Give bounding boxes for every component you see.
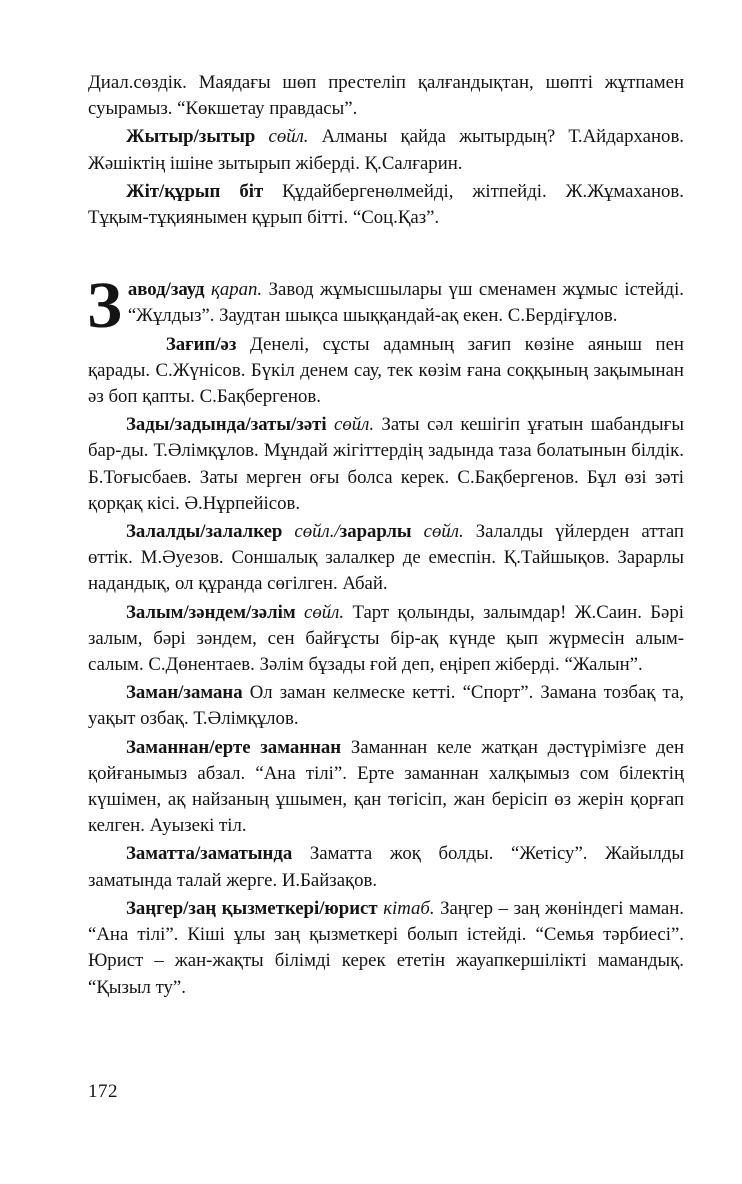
entry-headword: Заңгер/заң қызметкері/юрист <box>126 897 378 919</box>
entry-label: сөйл. <box>334 414 375 436</box>
entry-headword: Заматта/заматында <box>126 843 293 865</box>
drop-cap-letter: З <box>87 269 122 343</box>
dictionary-entry <box>88 179 684 231</box>
dictionary-entry <box>88 70 684 122</box>
entry-label-secondary: сөйл. <box>423 521 464 543</box>
entry-text: Заматта жоқ болды. “Жетісу”. Жайылды заматында талай жерге. И.Байзақов. <box>88 843 684 891</box>
entry-headword: Жіт/құрып біт <box>126 180 264 202</box>
entry-headword: Жытыр/зытыр <box>126 126 256 148</box>
entry-headword: авод/зауд <box>127 279 205 301</box>
dictionary-entry <box>88 600 684 679</box>
entry-text: Заманнан келе жатқан дәстүрімізге ден қойғанымыз абзал. “Ана тілі”. Ерте заманнан халқымыз сом білектің күшімен, ақ найзаның ұшымен, қан төгісіп, жан берісіп өз жерін қорғап келген. Ауызекі тіл. <box>88 736 685 837</box>
dictionary-entry <box>88 124 684 176</box>
entry-text: Ол заман келмеске кетті. “Спорт”. Замана тозбақ та, уақыт озбақ. Т.Әлімқұлов. <box>88 682 684 730</box>
dictionary-entry <box>88 896 684 1001</box>
entry-text: Залалды үйлерден аттап өттік. М.Әуезов. Соншалық залалкер де емеспін. Қ.Тайшықов. Зарарлы надандық, ол құранда сөгілген. Абай. <box>88 521 684 595</box>
dictionary-entry <box>88 735 684 840</box>
dictionary-entry <box>88 332 684 411</box>
entry-text: Алманы қайда жытырдың? Т.Айдарханов. Жәшіктің ішіне зытырып жіберді. Қ.Салғарин. <box>88 126 685 174</box>
dictionary-page <box>88 70 684 1003</box>
section-gap <box>88 233 684 277</box>
entry-label: сөйл. <box>304 601 345 623</box>
entry-text: Денелі, сұсты адамның зағип көзіне аяныш пен қарады. С.Жүнісов. Бүкіл денем сау, тек көзім ғана соққының зақымынан әз боп қапты. С.Бақбергенов. <box>88 333 684 408</box>
entry-text: Завод жұмысшылары үш сменамен жұмыс істейді. “Жұлдыз”. Заудтан шықса шыққандай-ақ екен. С.Бердіғұлов. <box>127 279 685 327</box>
entry-label: қарап. <box>211 279 263 301</box>
entry-headword: Залым/зәндем/зәлім <box>126 601 296 623</box>
entry-label: сөйл. <box>268 126 309 148</box>
dictionary-entry <box>88 519 684 598</box>
entry-text: Заңгер – заң жөніндегі маман. “Ана тілі”. Кіші ұлы заң қызметкері болып істейді. “Семья тәрбиесі”. Юрист – жан-жақты білімді керек ететін жауапкершілікті мамандық. “Қызыл ту”. <box>88 897 684 998</box>
entry-headword-secondary: зарарлы <box>339 521 412 543</box>
entry-headword: Залалды/залалкер <box>126 521 283 543</box>
entry-headword: Зады/задында/заты/зәті <box>126 414 327 436</box>
entry-text: Құдайбергенөлмейді, жітпейді. Ж.Жұмаханов. Тұқым-тұқиянымен құрып бітті. “Соц.Қаз”. <box>88 180 684 229</box>
entry-headword: Заман/замана <box>126 682 243 704</box>
entry-headword: Зағип/әз <box>165 333 237 355</box>
page-number: 172 <box>88 1081 118 1102</box>
entry-text: Тарт қолынды, залымдар! Ж.Саин. Бәрі залым, бәрі зәндем, сен байғұсты бір-ақ күнде қып жүрмесін алым-салым. С.Дөнентаев. Зәлім бұзады ғой деп, еңіреп жіберді. “Жалын”. <box>88 601 685 676</box>
dictionary-entry-dropcap <box>87 269 685 343</box>
entry-label: кітаб. <box>383 897 435 919</box>
entry-text: Диал.сөздік. Маядағы шөп престеліп қалғандықтан, шөпті жұтпамен суырамыз. “Көкшетау правдасы”. <box>88 72 684 120</box>
entry-label: сөйл./ <box>294 521 340 543</box>
dictionary-entry <box>88 841 684 893</box>
entry-headword: Заманнан/ерте заманнан <box>126 736 342 758</box>
entry-text: Заты сәл кешігіп ұғатын шабандығы бар-ды. Т.Әлімқұлов. Мұндай жігіттердің задында таза болатынын білдік. Б.Тоғысбаев. Заты мерген оғы болса керек. С.Бақбергенов. Бұл өзі зәті қорқақ кісі. Ә.Нұрпейісов. <box>88 414 684 514</box>
dictionary-entry <box>88 680 684 732</box>
dictionary-entry <box>88 412 684 517</box>
